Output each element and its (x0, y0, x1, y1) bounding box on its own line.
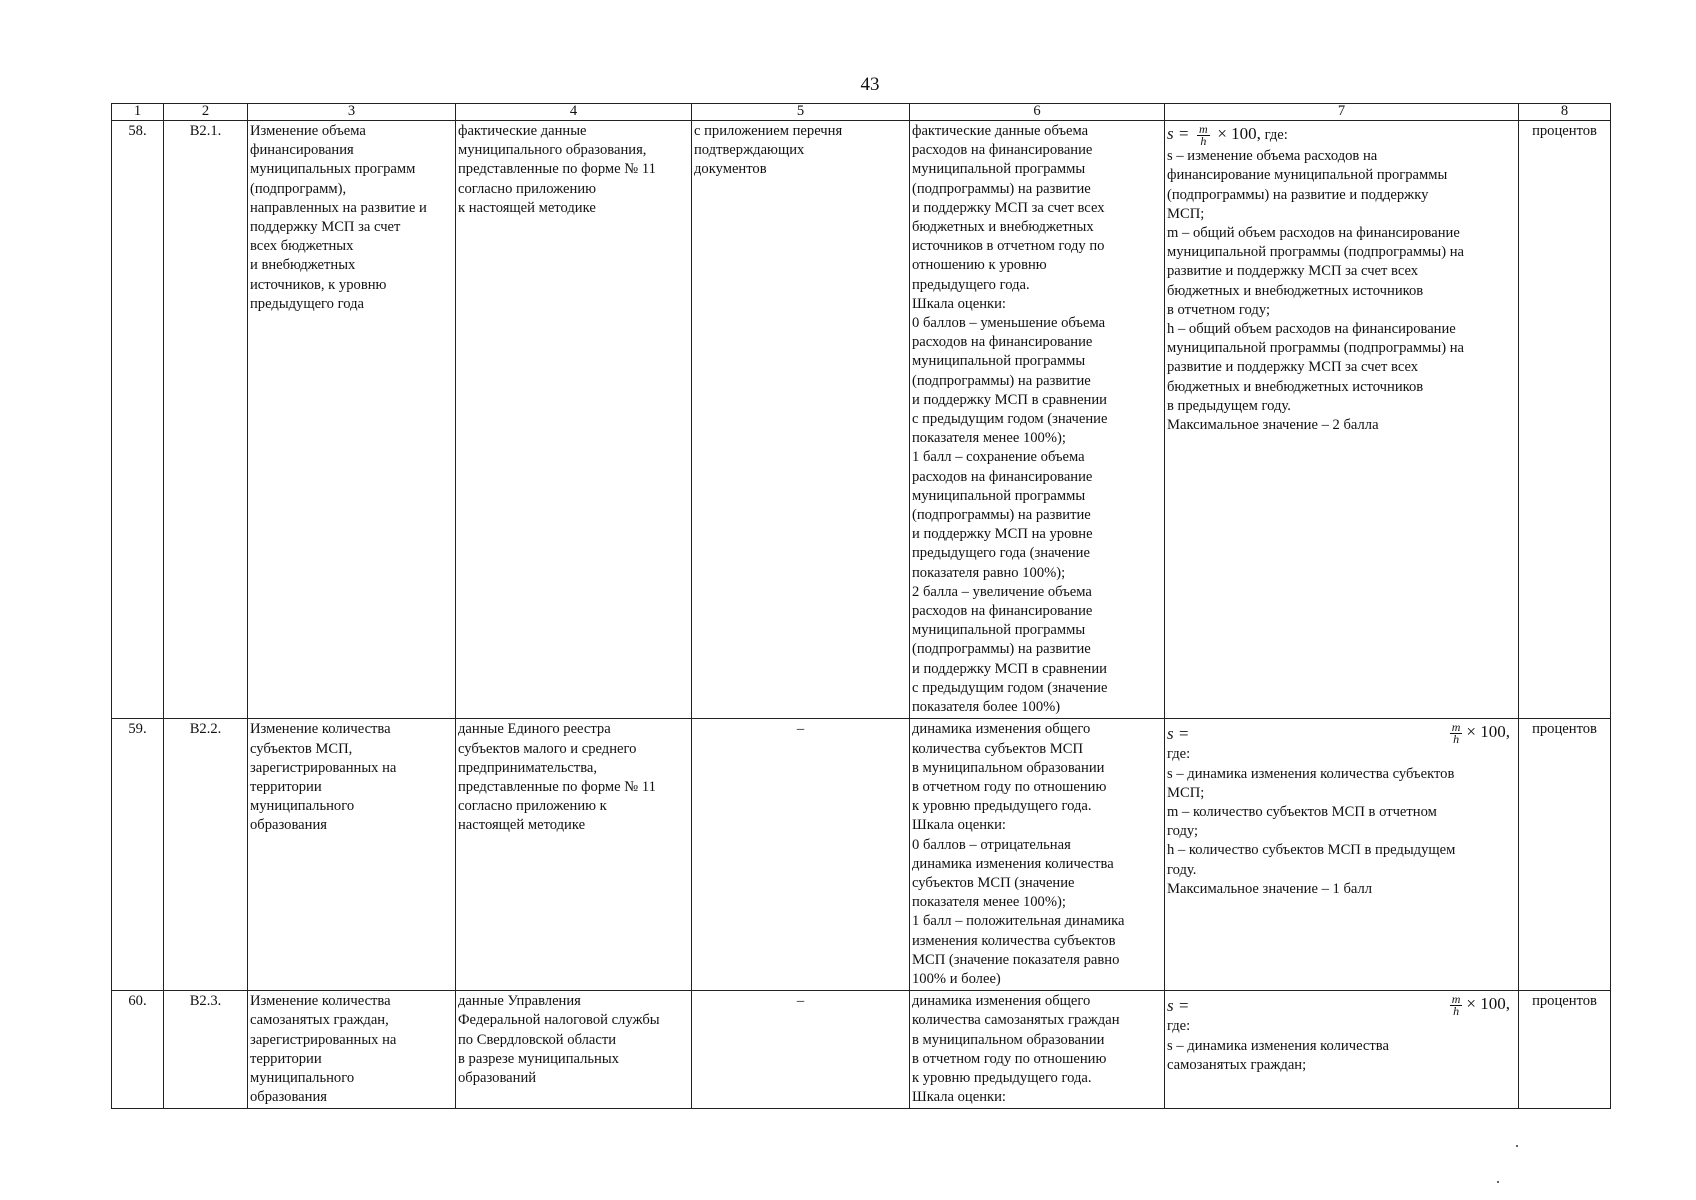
formula-legend (1167, 1037, 1516, 1075)
text-line: образования (250, 1089, 327, 1106)
text-line: к уровню предыдущего года. (912, 798, 1092, 815)
column-header: 1 (112, 104, 164, 121)
text-line: муниципальной программы (подпрограммы) на (1167, 340, 1464, 357)
text-line: (подпрограммы) на развитие и поддержку (1167, 186, 1429, 203)
text-line: муниципального (250, 798, 355, 815)
text-line: Изменение объема (250, 123, 366, 139)
text-line: подтверждающих (694, 142, 805, 159)
scan-speck (1497, 1181, 1499, 1183)
formula-denominator: h (1453, 1004, 1460, 1019)
text-line: показателя равно 100%); (912, 564, 1066, 581)
text-line: финансирования (250, 142, 354, 159)
unit: процентов (1519, 991, 1611, 1109)
text-line: Максимальное значение – 1 балл (1167, 880, 1373, 897)
text-line: 0 баллов – отрицательная (912, 836, 1071, 853)
text-line: количества субъектов МСП (912, 740, 1084, 757)
text-line: и поддержку МСП в сравнении (912, 391, 1107, 408)
supporting-documents: – (692, 719, 910, 991)
text-line: расходов на финансирование (912, 468, 1093, 485)
formula (1167, 994, 1516, 1017)
column-header: 7 (1165, 104, 1519, 121)
formula-denominator: h (1453, 732, 1460, 747)
data-source (456, 991, 692, 1109)
text-line: зарегистрированных на (250, 759, 397, 776)
formula-fraction (1197, 124, 1210, 147)
table-row (112, 991, 1611, 1109)
indicator-name (248, 991, 456, 1109)
calculation-method (910, 991, 1165, 1109)
text-line: Шкала оценки: (912, 1089, 1006, 1106)
text-line: и поддержку МСП в сравнении (912, 660, 1107, 677)
text-line: территории (250, 1050, 322, 1067)
formula-lhs: s = (1167, 124, 1190, 143)
text-line: s – изменение объема расходов на (1167, 148, 1378, 165)
formula (1167, 722, 1516, 745)
text-line: показателя более 100%) (912, 699, 1061, 716)
text-line: МСП; (1167, 205, 1205, 222)
calculation-method (910, 121, 1165, 719)
text-line: в разрезе муниципальных (458, 1050, 619, 1067)
text-line: источников, к уровню (250, 276, 387, 293)
text-line: данные Управления (458, 993, 581, 1010)
text-line: (подпрограммы) на развитие (912, 180, 1091, 197)
text-line: документов (694, 161, 767, 178)
column-header: 6 (910, 104, 1165, 121)
text-line: и внебюджетных (250, 257, 356, 274)
table-row (112, 719, 1611, 991)
text-line: представленные по форме № 11 (458, 778, 656, 795)
indicator-code: В2.1. (164, 121, 248, 719)
text-line: 1 балл – сохранение объема (912, 449, 1085, 466)
formula-denominator: h (1200, 134, 1207, 149)
text-line: муниципальной программы (912, 487, 1086, 504)
table-row (112, 121, 1611, 719)
text-line: (подпрограммы) на развитие (912, 507, 1091, 524)
text-line: бюджетных и внебюджетных источников (1167, 282, 1424, 299)
data-source (456, 719, 692, 991)
methodology-table (111, 103, 1611, 1109)
text-line: предыдущего года (250, 295, 365, 312)
text-line: Изменение количества (250, 721, 391, 738)
formula (1167, 124, 1516, 147)
column-number-row (112, 104, 1611, 121)
column-header: 4 (456, 104, 692, 121)
text-line: и поддержку МСП на уровне (912, 526, 1093, 543)
formula-lhs: s = (1167, 996, 1190, 1016)
formula-numerator: m (1451, 992, 1461, 1007)
text-line: МСП (значение показателя равно (912, 951, 1120, 968)
text-line: (подпрограмм), (250, 180, 347, 197)
text-line: фактические данные объема (912, 123, 1089, 139)
column-header: 8 (1519, 104, 1611, 121)
column-header: 2 (164, 104, 248, 121)
text-line: и поддержку МСП за счет всех (912, 199, 1105, 216)
formula-cell (1165, 121, 1519, 719)
text-line: муниципальной программы (912, 353, 1086, 370)
text-line: МСП; (1167, 784, 1205, 801)
text-line: самозанятых граждан, (250, 1012, 389, 1029)
text-line: m – общий объем расходов на финансирование (1167, 224, 1460, 241)
text-line: с приложением перечня (694, 123, 843, 139)
formula-fraction (1450, 994, 1463, 1017)
text-line: к уровню предыдущего года. (912, 1069, 1092, 1086)
formula-rhs: × 100, (1217, 124, 1261, 143)
text-line: 2 балла – увеличение объема (912, 583, 1092, 600)
supporting-documents: – (692, 991, 910, 1109)
text-line: представленные по форме № 11 (458, 161, 656, 178)
formula-rhs: × 100, (1466, 722, 1510, 742)
formula-where: где: (1264, 127, 1288, 143)
formula-numerator: m (1199, 122, 1208, 137)
text-line: показателя менее 100%); (912, 430, 1066, 447)
text-line: в муниципальном образовании (912, 759, 1105, 776)
text-line: данные Единого реестра (458, 721, 611, 738)
text-line: развитие и поддержку МСП за счет всех (1167, 263, 1419, 280)
data-source (456, 121, 692, 719)
text-line: году. (1167, 861, 1197, 878)
row-number: 58. (112, 121, 164, 719)
text-line: предыдущего года. (912, 276, 1030, 293)
text-line: муниципальной программы (912, 161, 1086, 178)
text-line: h – общий объем расходов на финансирование (1167, 320, 1456, 337)
text-line: территории (250, 778, 322, 795)
text-line: динамика изменения количества (912, 855, 1114, 872)
text-line: Шкала оценки: (912, 817, 1006, 834)
text-line: (подпрограммы) на развитие (912, 372, 1091, 389)
text-line: к настоящей методике (458, 199, 596, 216)
formula-rhs: × 100, (1466, 994, 1510, 1014)
text-line: субъектов малого и среднего (458, 740, 637, 757)
text-line: муниципальной программы (подпрограммы) на (1167, 244, 1464, 261)
text-line: источников в отчетном году по (912, 238, 1105, 255)
text-line: образований (458, 1069, 537, 1086)
unit: процентов (1519, 719, 1611, 991)
text-line: муниципальной программы (912, 622, 1086, 639)
text-line: субъектов МСП (значение (912, 874, 1075, 891)
unit: процентов (1519, 121, 1611, 719)
indicator-code: В2.2. (164, 719, 248, 991)
text-line: согласно приложению (458, 180, 597, 197)
text-line: предыдущего года (значение (912, 545, 1090, 562)
formula-where: где: (1167, 746, 1191, 763)
text-line: расходов на финансирование (912, 334, 1093, 351)
text-line: финансирование муниципальной программы (1167, 167, 1448, 184)
text-line: s – динамика изменения количества (1167, 1037, 1389, 1054)
formula-where: где: (1167, 1018, 1191, 1035)
text-line: расходов на финансирование (912, 603, 1093, 620)
text-line: муниципальных программ (250, 161, 416, 178)
text-line: 1 балл – положительная динамика (912, 913, 1125, 930)
formula-fraction (1450, 722, 1463, 745)
formula-cell (1165, 991, 1519, 1109)
text-line: s – динамика изменения количества субъектов (1167, 765, 1455, 782)
text-line: h – количество субъектов МСП в предыдущем (1167, 842, 1456, 859)
text-line: расходов на финансирование (912, 142, 1093, 159)
text-line: субъектов МСП, (250, 740, 353, 757)
formula-lhs: s = (1167, 724, 1190, 744)
text-line: с предыдущим годом (значение (912, 411, 1108, 428)
text-line: динамика изменения общего (912, 993, 1091, 1010)
scan-speck (1516, 1145, 1518, 1147)
text-line: зарегистрированных на (250, 1031, 397, 1048)
text-line: муниципального образования, (458, 142, 647, 159)
column-header: 5 (692, 104, 910, 121)
text-line: Федеральной налоговой службы (458, 1012, 660, 1029)
text-line: поддержку МСП за счет (250, 219, 401, 236)
text-line: (подпрограммы) на развитие (912, 641, 1091, 658)
text-line: в отчетном году; (1167, 301, 1271, 318)
text-line: количества самозанятых граждан (912, 1012, 1120, 1029)
text-line: показателя менее 100%); (912, 894, 1066, 911)
formula-cell (1165, 719, 1519, 991)
formula-legend (1167, 147, 1516, 435)
text-line: году; (1167, 823, 1199, 840)
indicator-name (248, 121, 456, 719)
calculation-method (910, 719, 1165, 991)
text-line: бюджетных и внебюджетных (912, 219, 1094, 236)
text-line: согласно приложению к (458, 798, 607, 815)
page-number: 43 (860, 74, 880, 95)
text-line: 100% и более) (912, 970, 1001, 987)
text-line: муниципального (250, 1069, 355, 1086)
text-line: m – количество субъектов МСП в отчетном (1167, 804, 1437, 821)
text-line: всех бюджетных (250, 238, 354, 255)
text-line: самозанятых граждан; (1167, 1056, 1307, 1073)
text-line: развитие и поддержку МСП за счет всех (1167, 359, 1419, 376)
text-line: в отчетном году по отношению (912, 1050, 1107, 1067)
text-line: направленных на развитие и (250, 199, 427, 216)
row-number: 59. (112, 719, 164, 991)
text-line: Максимальное значение – 2 балла (1167, 417, 1379, 433)
text-line: с предыдущим годом (значение (912, 679, 1108, 696)
text-line: изменения количества субъектов (912, 932, 1116, 949)
text-line: в предыдущем году. (1167, 397, 1291, 414)
text-line: динамика изменения общего (912, 721, 1091, 738)
formula-legend (1167, 765, 1516, 899)
indicator-code: В2.3. (164, 991, 248, 1109)
text-line: отношению к уровню (912, 257, 1047, 274)
row-number: 60. (112, 991, 164, 1109)
text-line: в муниципальном образовании (912, 1031, 1105, 1048)
text-line: настоящей методике (458, 817, 586, 834)
column-header: 3 (248, 104, 456, 121)
text-line: Шкала оценки: (912, 295, 1006, 312)
text-line: 0 баллов – уменьшение объема (912, 315, 1106, 332)
formula-numerator: m (1451, 720, 1461, 735)
supporting-documents (692, 121, 910, 719)
text-line: фактические данные (458, 123, 587, 139)
text-line: бюджетных и внебюджетных источников (1167, 378, 1424, 395)
indicator-name (248, 719, 456, 991)
text-line: образования (250, 817, 327, 834)
text-line: по Свердловской области (458, 1031, 617, 1048)
text-line: Изменение количества (250, 993, 391, 1010)
text-line: предпринимательства, (458, 759, 598, 776)
text-line: в отчетном году по отношению (912, 778, 1107, 795)
